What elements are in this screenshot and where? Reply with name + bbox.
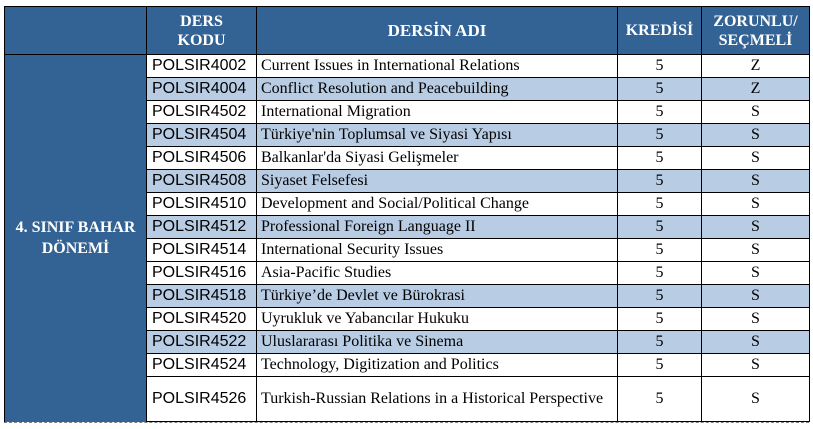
- name-header: DERSİN ADI: [257, 7, 618, 55]
- course-name: Uluslararası Politika ve Sinema: [257, 331, 618, 354]
- course-code: POLSIR4516: [147, 262, 257, 285]
- semester-header-cell: [5, 7, 147, 55]
- code-header-line1: DERS: [180, 12, 223, 30]
- course-code: POLSIR4508: [147, 170, 257, 193]
- type-header-line2: SEÇMELİ: [718, 31, 793, 49]
- course-code: POLSIR4002: [147, 55, 257, 78]
- course-type: S: [702, 285, 810, 308]
- course-name: Asia-Pacific Studies: [257, 262, 618, 285]
- course-credit: 5: [618, 170, 702, 193]
- course-code: POLSIR4526: [147, 377, 257, 422]
- course-code: POLSIR4502: [147, 101, 257, 124]
- course-table-container: [4, 6, 810, 422]
- course-name: Technology, Digitization and Politics: [257, 354, 618, 377]
- table-row: [5, 55, 810, 78]
- course-credit: 5: [618, 331, 702, 354]
- course-code: POLSIR4510: [147, 193, 257, 216]
- course-credit: 5: [618, 216, 702, 239]
- course-name: Türkiye'nin Toplumsal ve Siyasi Yapısı: [257, 124, 618, 147]
- semester-line2: DÖNEMİ: [41, 240, 110, 258]
- course-code: POLSIR4514: [147, 239, 257, 262]
- course-credit: 5: [618, 308, 702, 331]
- course-type: S: [702, 170, 810, 193]
- course-name: Balkanlar'da Siyasi Gelişmeler: [257, 147, 618, 170]
- course-credit: 5: [618, 377, 702, 422]
- course-type: S: [702, 331, 810, 354]
- course-type: S: [702, 147, 810, 170]
- course-name: Current Issues in International Relations: [257, 55, 618, 78]
- course-credit: 5: [618, 193, 702, 216]
- course-code: POLSIR4004: [147, 78, 257, 101]
- course-type: S: [702, 308, 810, 331]
- course-credit: 5: [618, 124, 702, 147]
- course-name: International Migration: [257, 101, 618, 124]
- course-type: Z: [702, 55, 810, 78]
- course-name: Türkiye’de Devlet ve Bürokrasi: [257, 285, 618, 308]
- course-type: S: [702, 216, 810, 239]
- course-type: S: [702, 101, 810, 124]
- course-type: S: [702, 124, 810, 147]
- course-credit: 5: [618, 55, 702, 78]
- code-header: [147, 7, 257, 55]
- credit-header: KREDİSİ: [618, 7, 702, 55]
- semester-label: [5, 55, 147, 422]
- header-row: [5, 7, 810, 55]
- code-header-line2: KODU: [177, 31, 226, 49]
- course-code: POLSIR4518: [147, 285, 257, 308]
- course-name: Turkish-Russian Relations in a Historical Perspective: [257, 377, 618, 422]
- course-name: Professional Foreign Language II: [257, 216, 618, 239]
- course-name: Uyrukluk ve Yabancılar Hukuku: [257, 308, 618, 331]
- course-credit: 5: [618, 78, 702, 101]
- course-credit: 5: [618, 101, 702, 124]
- course-code: POLSIR4506: [147, 147, 257, 170]
- course-credit: 5: [618, 354, 702, 377]
- course-name: Development and Social/Political Change: [257, 193, 618, 216]
- course-credit: 5: [618, 239, 702, 262]
- course-name: Siyaset Felsefesi: [257, 170, 618, 193]
- course-credit: 5: [618, 262, 702, 285]
- course-code: POLSIR4524: [147, 354, 257, 377]
- course-type: S: [702, 193, 810, 216]
- semester-line1: 4. SINIF BAHAR: [15, 219, 136, 237]
- course-code: POLSIR4512: [147, 216, 257, 239]
- course-code: POLSIR4504: [147, 124, 257, 147]
- course-name: Conflict Resolution and Peacebuilding: [257, 78, 618, 101]
- course-credit: 5: [618, 285, 702, 308]
- type-header: [702, 7, 810, 55]
- course-type: Z: [702, 78, 810, 101]
- course-type: S: [702, 239, 810, 262]
- course-type: S: [702, 354, 810, 377]
- type-header-line1: ZORUNLU/: [713, 12, 798, 30]
- course-type: S: [702, 262, 810, 285]
- course-credit: 5: [618, 147, 702, 170]
- course-name: International Security Issues: [257, 239, 618, 262]
- course-type: S: [702, 377, 810, 422]
- bottom-divider: [4, 422, 809, 423]
- course-code: POLSIR4520: [147, 308, 257, 331]
- course-code: POLSIR4522: [147, 331, 257, 354]
- course-table: [4, 6, 810, 422]
